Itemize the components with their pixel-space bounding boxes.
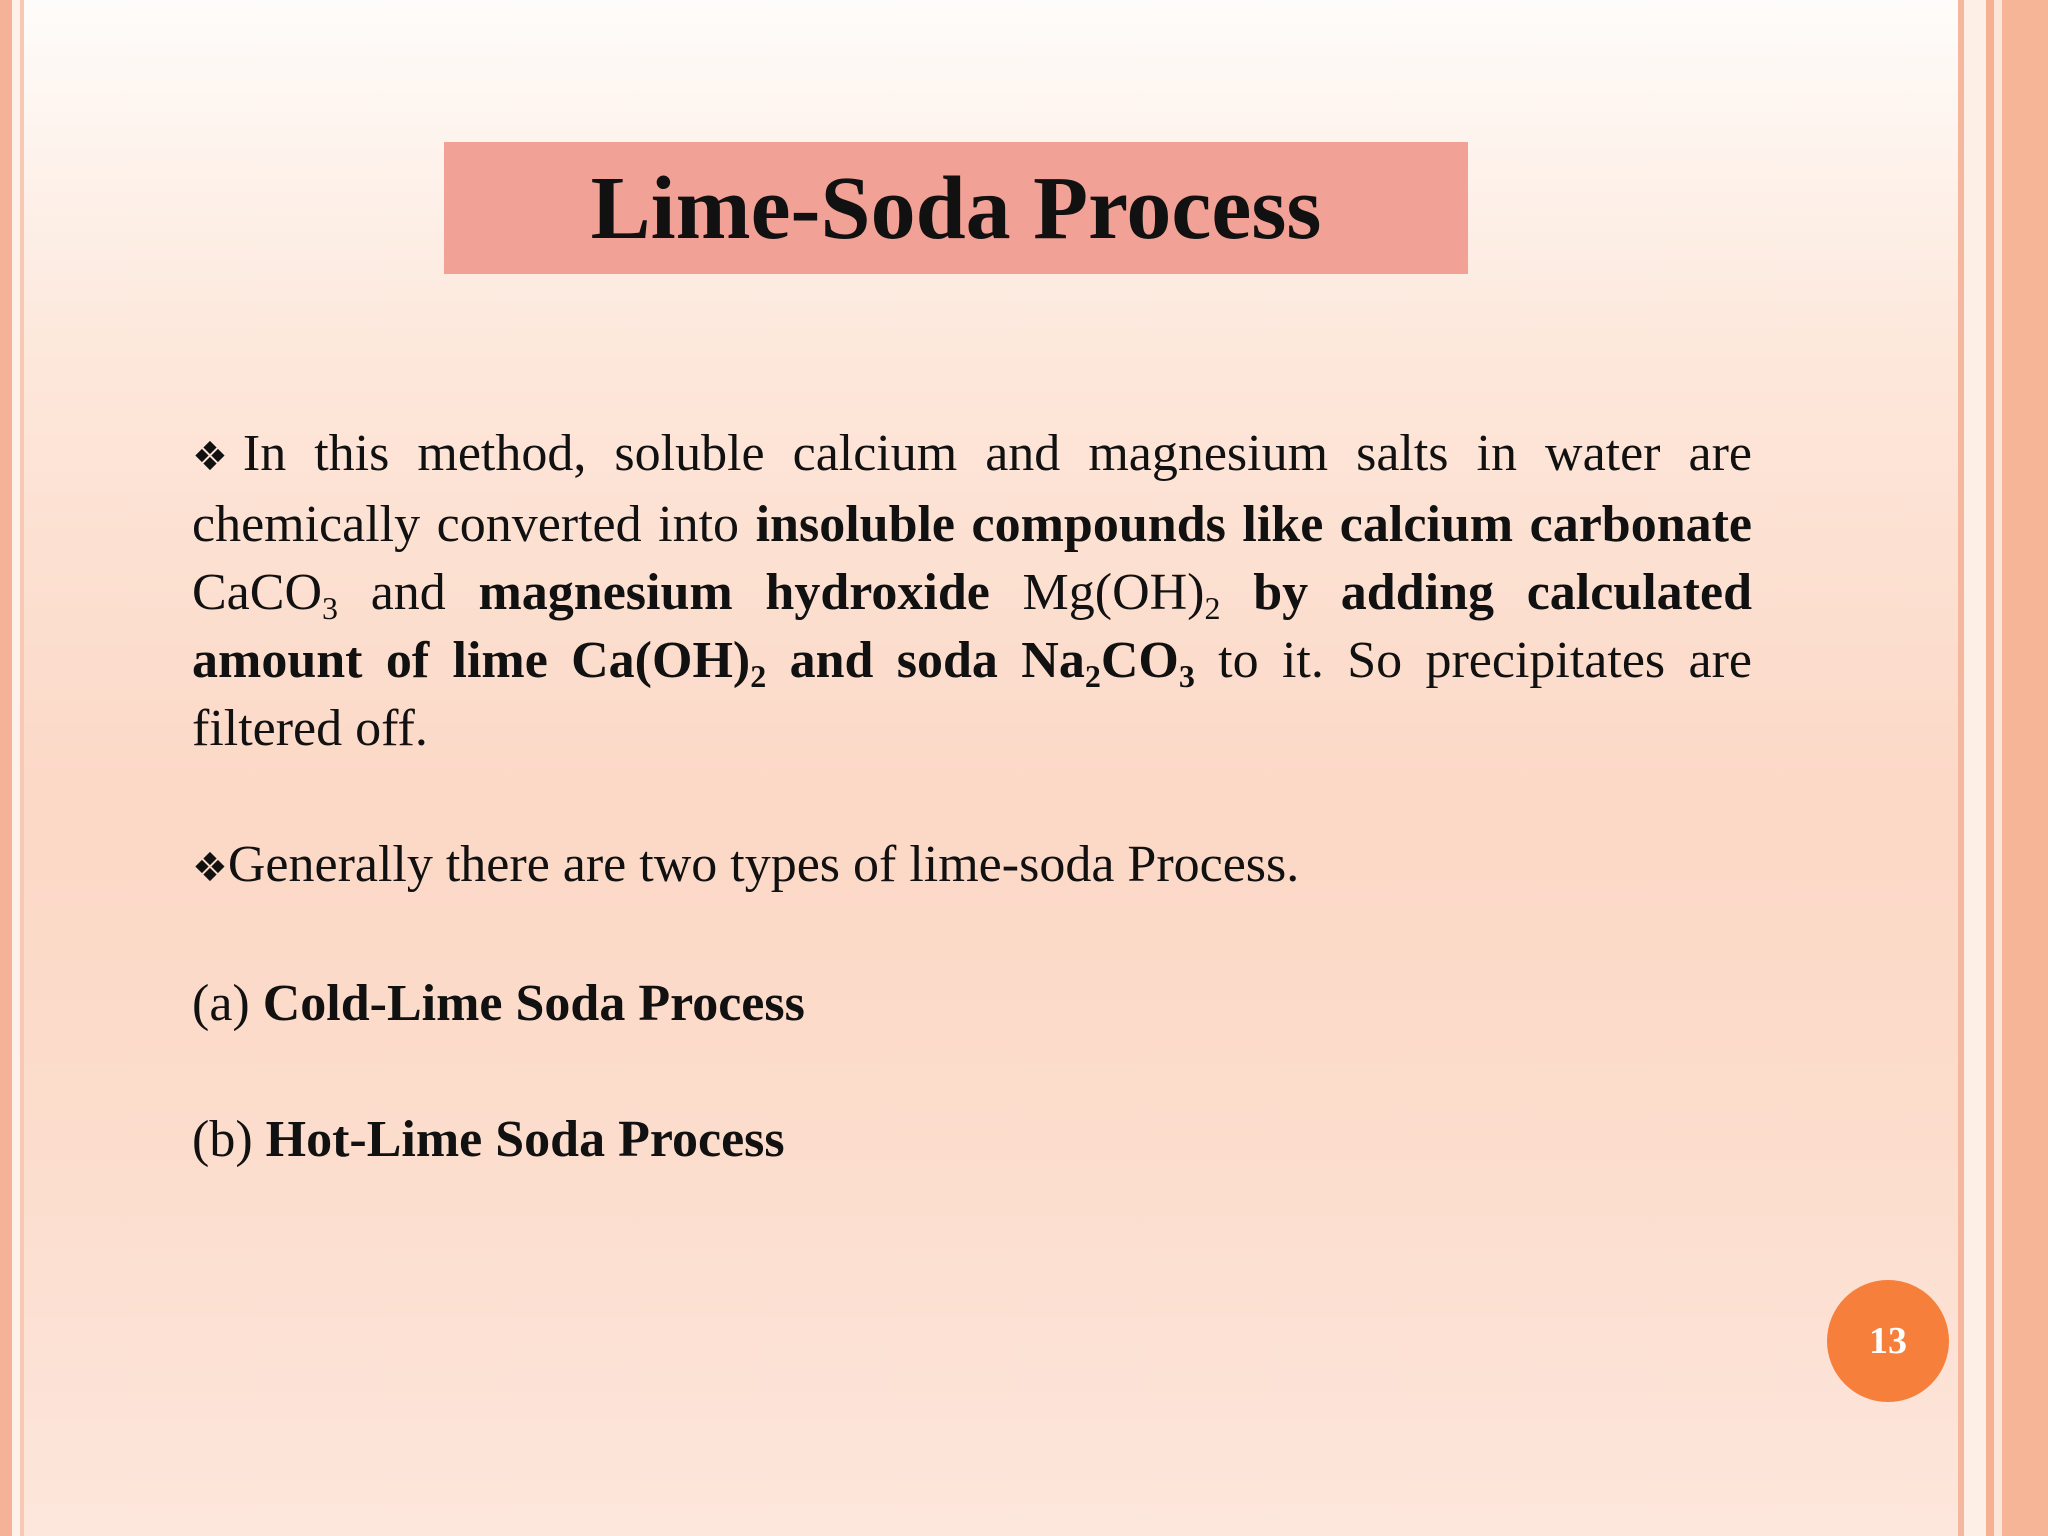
para1-text-2: CaCO	[192, 564, 322, 621]
para1-sub-5: 3	[1178, 658, 1195, 694]
paragraph-lime-soda-definition	[192, 420, 1752, 763]
slide-body	[192, 420, 1752, 1174]
para2-text: Generally there are two types of lime-soda Process.	[227, 836, 1300, 893]
para1-sub-3: 2	[750, 658, 767, 694]
left-border-inner	[20, 0, 24, 1536]
item-b-label: Hot-Lime Soda Process	[265, 1111, 785, 1168]
item-a-label: Cold-Lime Soda Process	[262, 975, 805, 1032]
para1-sub-2: 2	[1204, 590, 1221, 626]
list-item-cold-lime	[192, 970, 1752, 1038]
para1-bold-1: insoluble compounds like calcium carbonate	[755, 496, 1753, 553]
item-b-prefix: (b)	[192, 1111, 266, 1168]
right-border-3	[1986, 0, 1994, 1536]
para1-text-3: and	[338, 564, 479, 621]
para1-bold-3: by adding calculated amount of lime Ca(OH)	[192, 564, 1752, 689]
para1-text-1: In this method, soluble calcium and magnesium salts in water are chemically converted into	[192, 425, 1752, 553]
left-border-outer	[0, 0, 12, 1536]
right-border-2	[1964, 0, 1986, 1536]
diamond-bullet-icon: ❖	[192, 434, 243, 480]
title-banner	[444, 142, 1468, 274]
page-number: 13	[1869, 1320, 1907, 1362]
right-border-4	[1994, 0, 2002, 1536]
paragraph-types	[192, 831, 1752, 902]
para1-text-4: Mg(OH)	[989, 564, 1205, 621]
para1-bold-5: CO	[1100, 632, 1179, 689]
para1-bold-4: and soda Na	[766, 632, 1085, 689]
para1-text-5: to it. So precipitates are filtered off.	[192, 632, 1752, 757]
para1-bold-2: magnesium hydroxide	[478, 564, 990, 621]
list-item-hot-lime	[192, 1106, 1752, 1174]
page-number-badge	[1827, 1280, 1949, 1402]
para1-sub-1: 3	[322, 590, 338, 626]
diamond-bullet-icon: ❖	[192, 845, 228, 891]
right-border-5	[2002, 0, 2048, 1536]
item-a-prefix: (a)	[192, 975, 263, 1032]
left-border-gap	[12, 0, 20, 1536]
para1-sub-4: 2	[1084, 658, 1101, 694]
slide-title: Lime-Soda Process	[590, 158, 1322, 258]
